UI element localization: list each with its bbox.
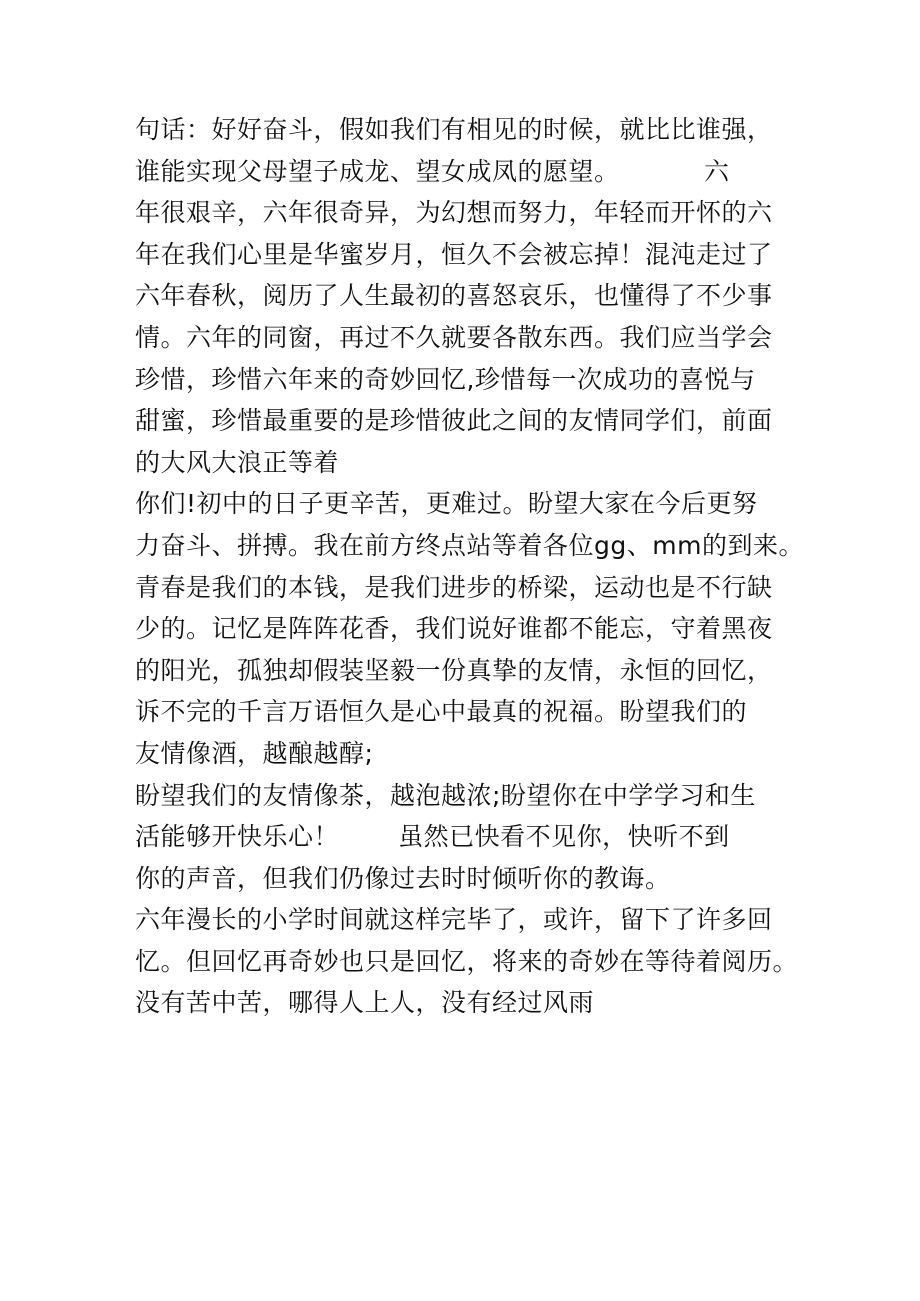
text-line: 珍惜，珍惜六年来的奇妙回忆,珍惜每一次成功的喜悦与 xyxy=(135,364,756,394)
text-line: 活能够开快乐心！ 虽然已快看不见你，快听不到 xyxy=(135,822,730,852)
body-text xyxy=(135,109,815,1024)
text-line: 年很艰辛，六年很奇异，为幻想而努力，年轻而开怀的六 xyxy=(135,198,773,228)
text-line: 诉不完的千言万语恒久是心中最真的祝福。盼望我们的 xyxy=(135,697,748,727)
text-line: 你们!初中的日子更辛苦，更难过。盼望大家在今后更努 xyxy=(135,489,758,519)
text-line: 六年春秋，阅历了人生最初的喜怒哀乐，也懂得了不少事 xyxy=(135,281,773,311)
text-line: 句话：好好奋斗，假如我们有相见的时候，就比比谁强， xyxy=(135,115,773,144)
text-line: 情。六年的同窗，再过不久就要各散东西。我们应当学会 xyxy=(135,322,773,352)
text-line: 六年漫长的小学时间就这样完毕了，或许，留下了许多回 xyxy=(135,905,773,935)
text-line: 的阳光，孤独却假装坚毅一份真挚的友情，永恒的回忆， xyxy=(135,655,773,685)
text-line: 没有苦中苦，哪得人上人，没有经过风雨 xyxy=(135,988,595,1018)
text-line: 的大风大浪正等着 xyxy=(135,447,340,477)
text-line: 力奋斗、拼搏。我在前方终点站等着各位gg、mm的到来。 xyxy=(135,530,804,560)
text-line: 谁能实现父母望子成龙、望女成凤的愿望。 六 xyxy=(135,156,730,186)
text-line: 忆。但回忆再奇妙也只是回忆，将来的奇妙在等待着阅历。 xyxy=(135,946,799,976)
text-line: 你的声音，但我们仍像过去时时倾听你的教诲。 xyxy=(135,863,671,893)
text-line: 年在我们心里是华蜜岁月，恒久不会被忘掉！混沌走过了 xyxy=(135,239,773,269)
text-line: 甜蜜，珍惜最重要的是珍惜彼此之间的友情同学们，前面 xyxy=(135,406,773,436)
text-line: 青春是我们的本钱，是我们进步的桥梁，运动也是不行缺 xyxy=(135,572,773,602)
text-line: 友情像酒，越酿越醇; xyxy=(135,738,374,768)
text-line: 盼望我们的友情像茶，越泡越浓;盼望你在中学学习和生 xyxy=(135,780,756,810)
text-line: 少的。记忆是阵阵花香，我们说好谁都不能忘，守着黑夜 xyxy=(135,614,773,644)
